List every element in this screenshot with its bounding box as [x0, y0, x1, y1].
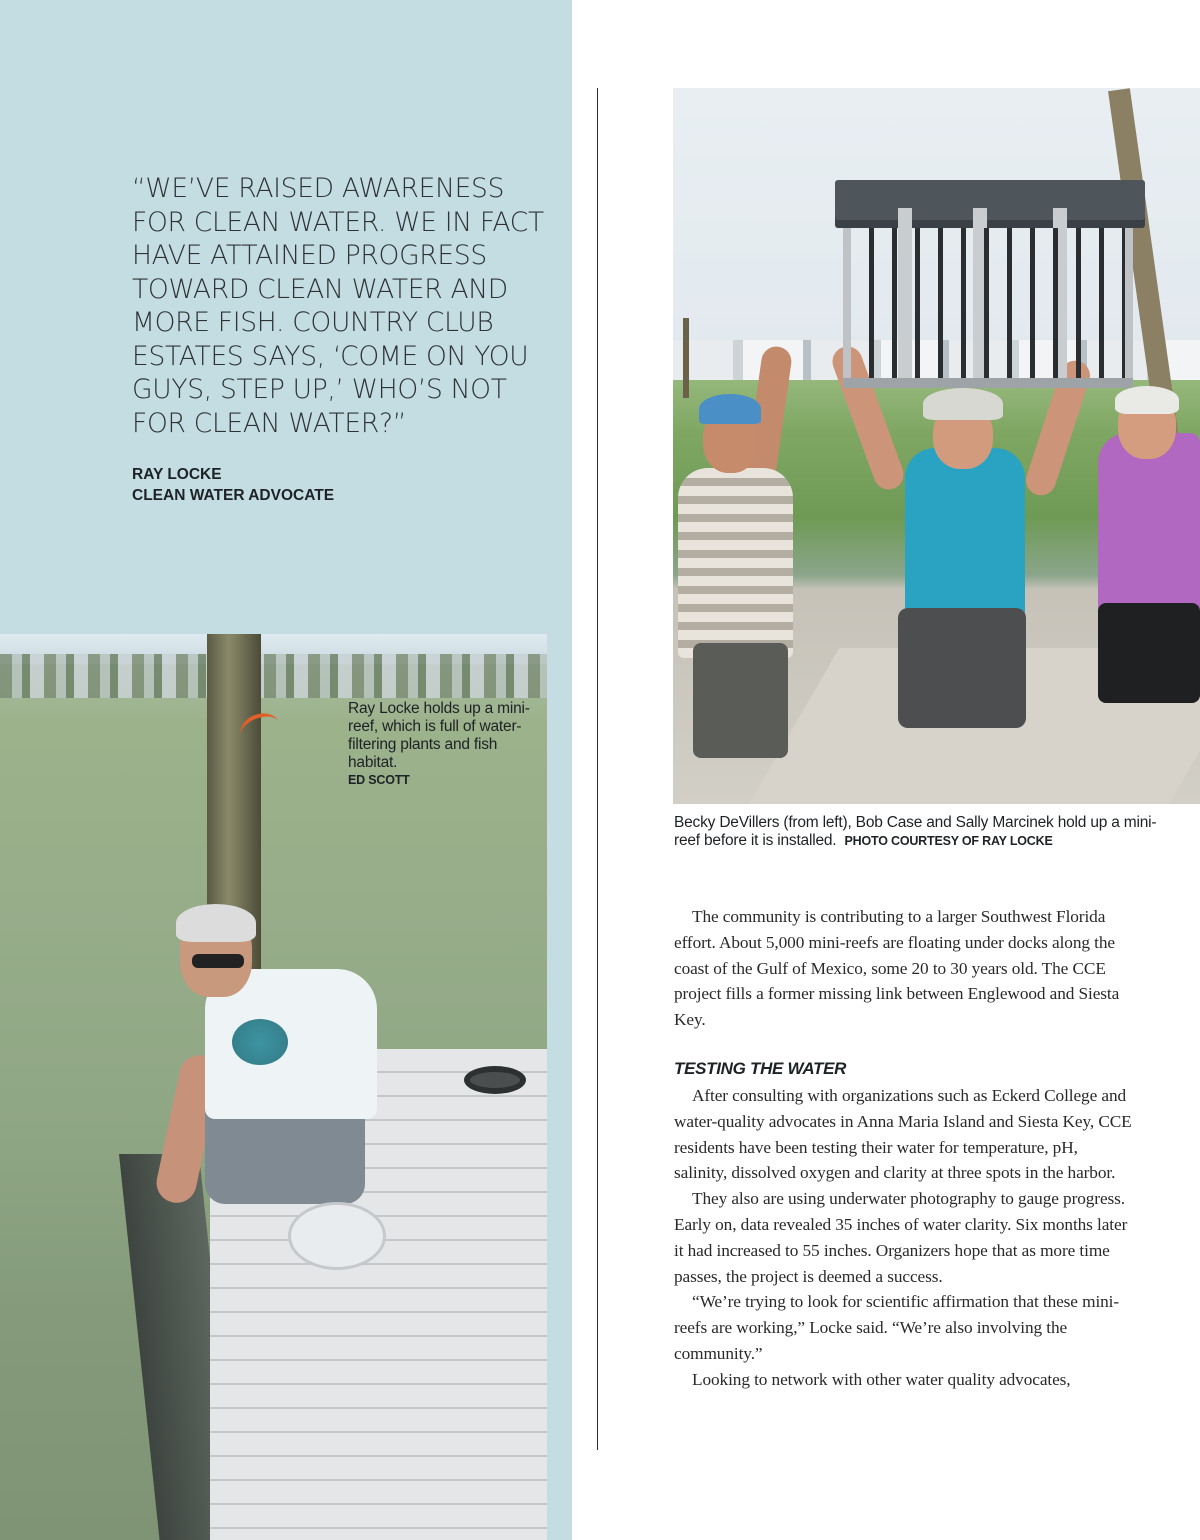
photo-caption-right	[674, 814, 1174, 850]
quote-attribution	[132, 464, 334, 506]
photo-mini-reef-group	[673, 88, 1200, 804]
pull-quote	[132, 172, 552, 440]
article-paragraph: After consulting with organizations such as Eckerd College and water-quality advocates in Anna Maria Island and Siesta Key, CCE residents have been testing their water for temperature, pH, salinity, dissolved oxygen and clarity at three spots in the harbor.	[674, 1086, 1132, 1183]
pull-quote-line: GUYS, STEP UP,’ WHO’S NOT	[132, 374, 507, 405]
article-body	[674, 1083, 1134, 1393]
quote-speaker: RAY LOCKE	[132, 466, 222, 483]
pull-quote-line: FOR CLEAN WATER?”	[132, 407, 407, 439]
quote-speaker-role: CLEAN WATER ADVOCATE	[132, 487, 335, 504]
pull-quote-line: FOR CLEAN WATER. WE IN FACT	[132, 206, 544, 238]
pull-quote-line: MORE FISH. COUNTRY CLUB	[132, 307, 494, 338]
article-paragraph: They also are using underwater photography to gauge progress. Early on, data revealed 35 inches of water clarity. Six months later it had increased to 55 inches. Organizers hope that as more time passes, the project is deemed a success.	[674, 1189, 1128, 1286]
caption-text: Becky DeVillers (from left), Bob Case and Sally Marcinek hold up a mini-reef before it is installed.	[674, 814, 1157, 849]
mini-reef	[835, 180, 1145, 220]
caption-text: Ray Locke holds up a mini-reef, which is full of water-filtering plants and fish habitat.	[348, 700, 530, 771]
article-intro	[674, 904, 1134, 1033]
article-paragraph: The community is contributing to a larger Southwest Florida effort. About 5,000 mini-reefs are floating under docks along the coast of the Gulf of Mexico, some 20 to 30 years old. The CCE project fills a former missing link between Englewood and Siesta Key.	[674, 907, 1120, 1030]
article-paragraph: Looking to network with other water quality advocates,	[692, 1369, 1071, 1389]
photo-credit: PHOTO COURTESY OF RAY LOCKE	[844, 834, 1053, 848]
article-paragraph: “We’re trying to look for scientific affirmation that these mini-reefs are working,” Locke said. “We’re also involving the community.”	[674, 1292, 1120, 1363]
pull-quote-line: HAVE ATTAINED PROGRESS	[132, 240, 487, 271]
pull-quote-line: “WE’VE RAISED AWARENESS	[132, 173, 505, 204]
pull-quote-line: TOWARD CLEAN WATER AND	[132, 273, 508, 305]
photo-credit: ED SCOTT	[348, 773, 410, 787]
pull-quote-line: ESTATES SAYS, ‘COME ON YOU	[132, 340, 529, 372]
section-heading: TESTING THE WATER	[674, 1059, 847, 1078]
column-rule	[597, 88, 598, 1450]
rope-coil	[464, 1066, 526, 1094]
photo-caption-left	[348, 700, 538, 788]
photo-ray-locke-dock	[0, 634, 547, 1540]
